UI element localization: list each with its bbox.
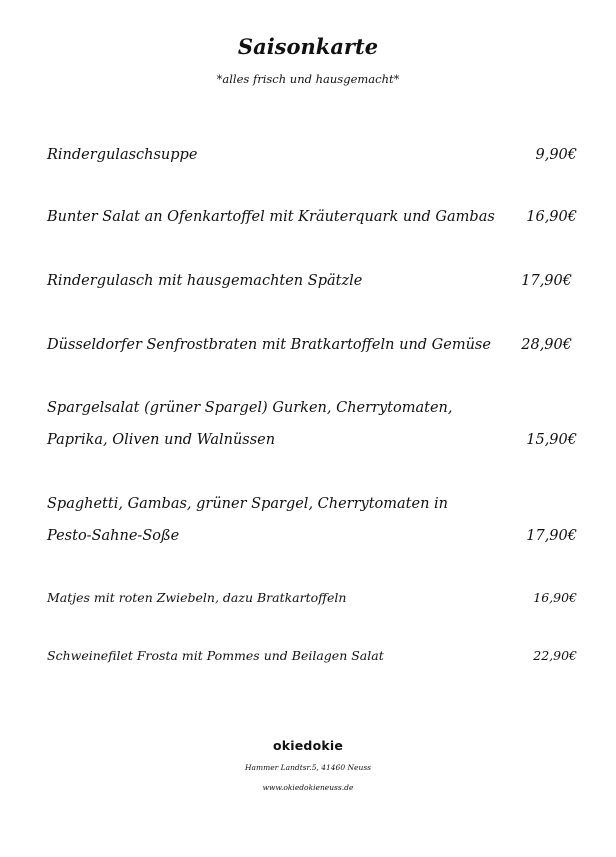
footer-address: Hammer Landtsr.5, 41460 Neuss [244,763,372,772]
menu-item-name-line: Paprika, Oliven und Walnüssen [47,432,276,448]
menu-item-price: 16,90€ [526,209,577,225]
menu-item-name: Matjes mit roten Zwiebeln, dazu Bratkartoffeln [47,590,347,605]
brand-logo: okiedokie [272,738,344,753]
menu-item-name: Schweinefilet Frosta mit Pommes und Beilagen Salat [47,648,384,663]
menu-item-rindergulaschsuppe [47,147,577,163]
menu-item-name-line: Pesto-Sahne-Soße [47,528,180,544]
menu-item-spaghetti [47,496,577,544]
menu-item-bunter-salat [47,209,577,225]
menu-item-name: Bunter Salat an Ofenkartoffel mit Kräuterquark und Gambas [47,209,495,225]
footer-website: www.okiedokieneuss.de [262,783,354,792]
menu-item-price: 22,90€ [533,648,577,663]
menu-item-name-line: Spaghetti, Gambas, grüner Spargel, Cherrytomaten in [47,496,449,512]
menu-item-name-line: Spargelsalat (grüner Spargel) Gurken, Cherrytomaten, [47,400,453,416]
menu-item-matjes [47,590,577,605]
menu-item-price: 17,90€ [526,528,577,544]
menu-item-price: 16,90€ [533,590,577,605]
menu-item-schweinefilet [47,648,577,663]
menu-subtitle: *alles frisch und hausgemacht* [216,72,400,86]
menu-item-price: 15,90€ [526,432,577,448]
page-title: Saisonkarte [237,34,379,59]
menu-item-senfrostbraten [47,337,577,353]
menu-item-price: 17,90€ [521,273,572,289]
menu-item-spargelsalat [47,400,577,448]
menu-item-rindergulasch [47,273,577,289]
menu-item-price: 9,90€ [535,147,577,163]
menu-item-name: Rindergulasch mit hausgemachten Spätzle [47,273,363,289]
menu-item-price: 28,90€ [521,337,572,353]
menu-item-name: Rindergulaschsuppe [47,147,198,163]
menu-item-name: Düsseldorfer Senfrostbraten mit Bratkartoffeln und Gemüse [47,337,491,353]
